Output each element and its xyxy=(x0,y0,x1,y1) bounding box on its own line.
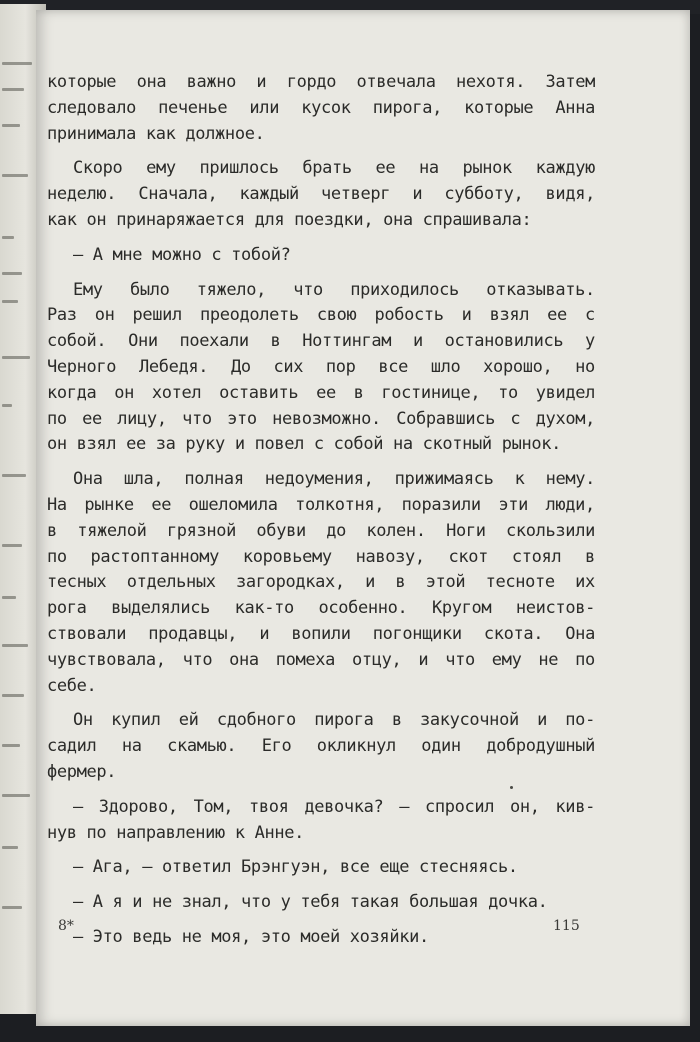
paragraph-gap xyxy=(47,234,595,243)
paragraph-gap xyxy=(47,699,595,708)
signature-mark: 8* xyxy=(58,918,74,934)
paragraph xyxy=(47,795,595,847)
text-line: Раз он решил преодолеть свою робость и взял ее с xyxy=(47,305,595,326)
text-line: — Ага, — ответил Брэнгуэн, все еще стесняясь. xyxy=(73,857,518,878)
text-line: — Это ведь не моя, это моей хозяйки. xyxy=(73,926,429,947)
paragraph xyxy=(47,467,595,699)
text-line: по ее лицу, что это невозможно. Собравшись с духом, xyxy=(47,408,595,429)
paragraph xyxy=(47,243,595,269)
text-line: тесных отдельных загородках, и в этой тесноте их xyxy=(47,572,595,593)
text-line: когда он хотел оставить ее в гостинице, то увидел xyxy=(47,382,595,403)
text-line: неделю. Сначала, каждый четверг и субботу, видя, xyxy=(47,184,595,205)
text-line: собой. Они поехали в Ноттингам и остановились у xyxy=(47,331,595,352)
text-line: Черного Лебедя. До сих пор все шло хорошо, но xyxy=(47,356,595,377)
text-line: по растоптанному коровьему навозу, скот стоял в xyxy=(47,546,595,567)
text-line: в тяжелой грязной обуви до колен. Ноги скользили xyxy=(47,520,595,541)
paragraph xyxy=(47,890,595,916)
paragraph-gap xyxy=(47,881,595,890)
book-page xyxy=(36,10,690,1026)
text-line: — Здорово, Том, твоя девочка? — спросил он, кив- xyxy=(73,796,595,817)
text-line: Скоро ему пришлось брать ее на рынок каждую xyxy=(73,158,595,179)
text-line: себе. xyxy=(47,675,97,696)
paragraph xyxy=(47,708,595,785)
text-line: он взял ее за руку и повел с собой на скотный рынок. xyxy=(47,434,562,455)
text-line: чувствовала, что она помеха отцу, и что ему не по xyxy=(47,649,595,670)
paragraph xyxy=(47,156,595,233)
paragraph-gap xyxy=(47,147,595,156)
page-number: 115 xyxy=(553,918,580,934)
text-line: как он принаряжается для поездки, она спрашивала: xyxy=(47,209,532,230)
text-line: следовало печенье или кусок пирога, которые Анна xyxy=(47,97,595,118)
text-line: — А я и не знал, что у тебя такая большая дочка. xyxy=(73,892,548,913)
paragraph-gap xyxy=(47,846,595,855)
text-line: На рынке ее ошеломила толкотня, поразили эти люди, xyxy=(47,494,595,515)
paragraph xyxy=(47,925,595,951)
text-line: садил на скамью. Его окликнул один добродушный xyxy=(47,736,595,757)
paragraph xyxy=(47,855,595,881)
text-line: которые она важно и гордо отвечала нехотя. Затем xyxy=(47,72,595,92)
paragraph-gap xyxy=(47,269,595,278)
paragraph-gap xyxy=(47,916,595,925)
paragraph xyxy=(47,70,595,147)
text-line: фермер. xyxy=(47,761,117,782)
text-line: Она шла, полная недоумения, прижимаясь к нему. xyxy=(73,469,595,490)
paragraph xyxy=(47,278,595,459)
text-line: — А мне можно с тобой? xyxy=(73,244,291,265)
ink-speck xyxy=(510,786,513,789)
text-line: ствовали продавцы, и вопили погонщики скота. Она xyxy=(47,623,595,644)
text-line: Ему было тяжело, что приходилось отказывать. xyxy=(73,279,595,300)
text-line: рога выделялись как-то особенно. Кругом неистов- xyxy=(47,598,595,619)
text-line: Он купил ей сдобного пирога в закусочной и по- xyxy=(73,710,595,731)
page-text xyxy=(47,70,595,951)
paragraph-gap xyxy=(47,458,595,467)
text-line: принимала как должное. xyxy=(47,123,265,144)
text-line: нув по направлению к Анне. xyxy=(47,822,305,843)
